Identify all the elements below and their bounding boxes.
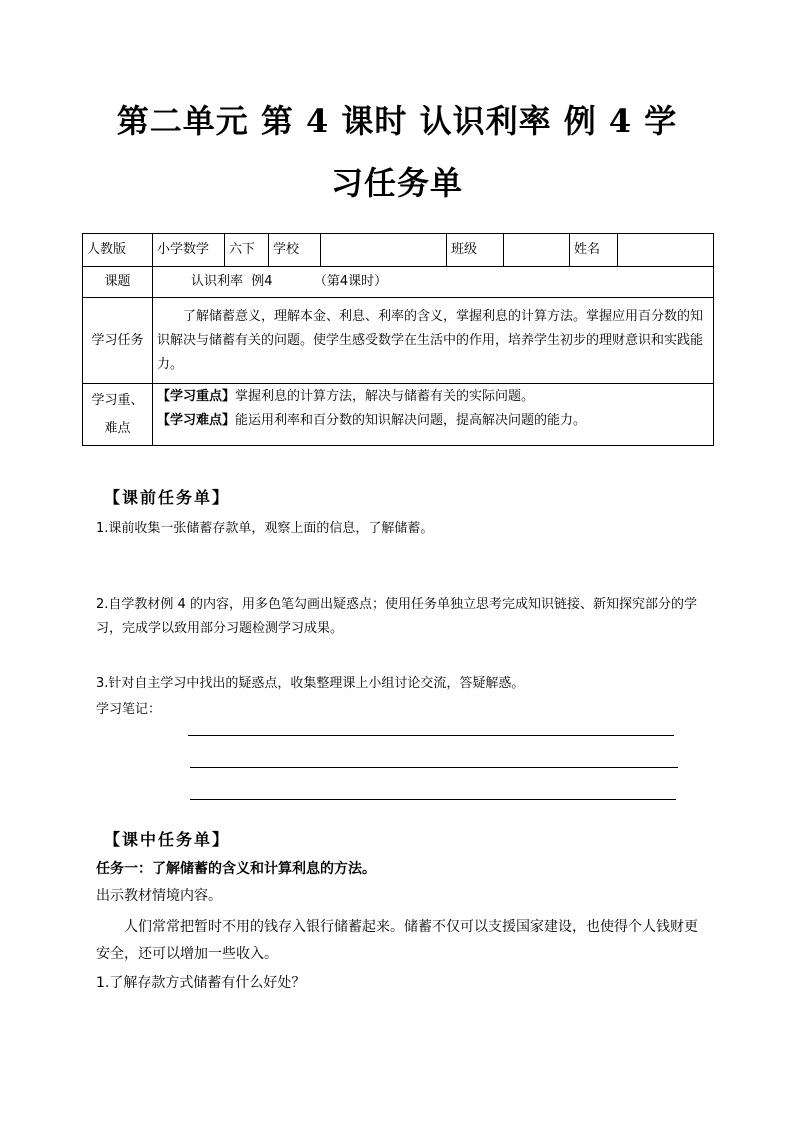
- in-class-heading: 【课中任务单】: [104, 830, 231, 849]
- notes-line[interactable]: [188, 735, 674, 736]
- difficulty-tag: 【学习难点】: [157, 413, 236, 428]
- study-notes-label: 学习笔记：: [96, 702, 162, 717]
- school-field[interactable]: [321, 234, 447, 267]
- class-field[interactable]: [504, 234, 570, 267]
- subject-cell: 小学数学: [153, 234, 225, 267]
- pre-class-item-2: 2.自学教材例 4 的内容，用多色笔勾画出疑惑点；使用任务单独立思考完成知识链接、新知探究部分的学习，完成学以致用部分习题检测学习成果。: [96, 597, 697, 636]
- page-title-line-2: 习任务单: [330, 164, 463, 202]
- page-title-line-1: 第二单元 第 4 课时 认识利率 例 4 学: [116, 102, 678, 140]
- task-value: 了解储蓄意义，理解本金、利息、利率的含义，掌握利息的计算方法。掌握应用百分数的知识解决与储蓄有关的问题。使学生感受数学在生活中的作用，培养学生初步的理财意识和实践能力。: [153, 298, 714, 384]
- task-1-title: 任务一：了解储蓄的含义和计算利息的方法。: [96, 861, 376, 877]
- school-label: 学校: [269, 234, 321, 267]
- pre-class-item-1: 1.课前收集一张储蓄存款单，观察上面的信息，了解储蓄。: [96, 521, 434, 536]
- lesson-info-table: [82, 233, 714, 446]
- difficulty-text: 能运用利率和百分数的知识解决问题，提高解决问题的能力。: [235, 413, 587, 428]
- pre-class-heading: 【课前任务单】: [104, 488, 231, 507]
- name-field[interactable]: [618, 234, 714, 267]
- key-point-text: 掌握利息的计算方法，解决与储蓄有关的实际问题。: [235, 389, 535, 404]
- focus-value: [153, 384, 714, 446]
- table-row: [83, 384, 714, 446]
- key-point: [157, 385, 709, 409]
- name-label: 姓名: [570, 234, 618, 267]
- pre-class-item-3: 3.针对自主学习中找出的疑惑点，收集整理课上小组讨论交流，答疑解惑。: [96, 676, 525, 691]
- table-row: [83, 267, 714, 298]
- class-label: 班级: [447, 234, 504, 267]
- table-row: [83, 298, 714, 384]
- difficulty-point: [157, 409, 709, 433]
- topic-label: 课题: [83, 267, 153, 298]
- topic-value: 认识利率 例4 （第4课时）: [153, 267, 714, 298]
- context-paragraph: 人们常常把暂时不用的钱存入银行储蓄起来。储蓄不仅可以支援国家建设，也使得个人钱财更安全，还可以增加一些收入。: [96, 919, 698, 962]
- notes-line[interactable]: [190, 767, 678, 768]
- task-label: 学习任务: [83, 298, 153, 384]
- notes-line[interactable]: [190, 799, 676, 800]
- key-point-tag: 【学习重点】: [157, 389, 236, 404]
- publisher-cell: 人教版: [83, 234, 153, 267]
- question-1: 1.了解存款方式储蓄有什么好处？: [96, 975, 306, 991]
- grade-cell: 六下: [225, 234, 269, 267]
- show-textbook-text: 出示教材情境内容。: [96, 888, 222, 904]
- focus-label: 学习重、难点: [83, 384, 153, 446]
- table-row: [83, 234, 714, 267]
